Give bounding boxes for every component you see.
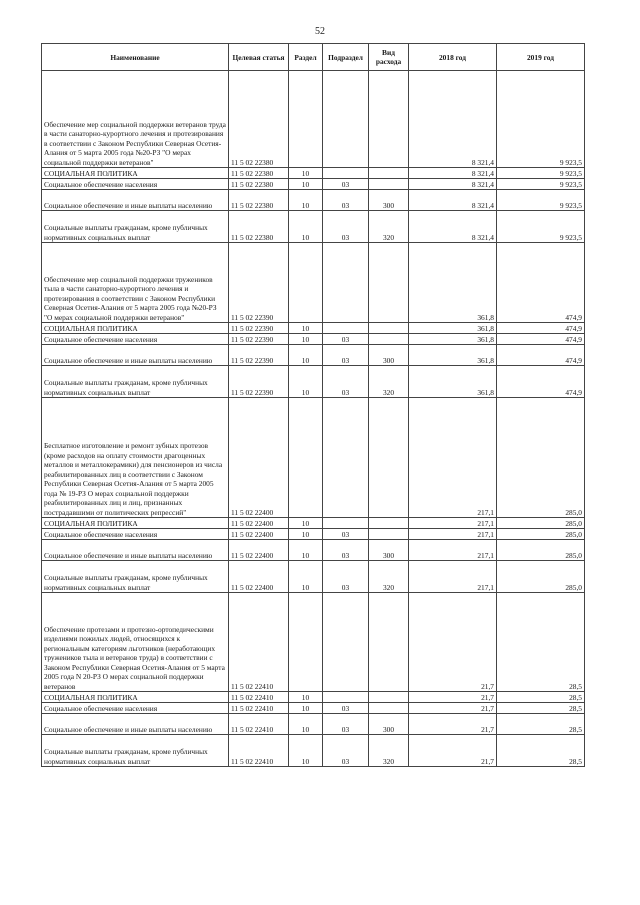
table-row <box>42 518 585 529</box>
cell-subsection <box>323 323 369 334</box>
table-row <box>42 561 585 593</box>
table-body <box>42 71 585 767</box>
cell-subsection <box>323 168 369 179</box>
cell-expense-type <box>369 518 409 529</box>
header-section: Раздел <box>289 44 323 71</box>
cell-section: 10 <box>289 345 323 366</box>
cell-target: 11 5 02 22400 <box>229 529 289 540</box>
table-row <box>42 190 585 211</box>
cell-2018: 361,8 <box>409 323 497 334</box>
cell-section: 10 <box>289 703 323 714</box>
cell-section: 10 <box>289 735 323 767</box>
cell-section: 10 <box>289 211 323 243</box>
cell-section: 10 <box>289 168 323 179</box>
cell-2018: 21,7 <box>409 714 497 735</box>
cell-subsection <box>323 71 369 168</box>
cell-expense-type <box>369 323 409 334</box>
cell-expense-type <box>369 692 409 703</box>
cell-subsection <box>323 243 369 323</box>
cell-subsection: 03 <box>323 190 369 211</box>
cell-section: 10 <box>289 366 323 398</box>
cell-expense-type <box>369 243 409 323</box>
cell-section: 10 <box>289 714 323 735</box>
cell-target: 11 5 02 22400 <box>229 518 289 529</box>
table-row <box>42 211 585 243</box>
cell-2018: 217,1 <box>409 518 497 529</box>
cell-subsection: 03 <box>323 334 369 345</box>
header-expense-type: Вид расхода <box>369 44 409 71</box>
cell-2018: 8 321,4 <box>409 168 497 179</box>
cell-2019: 28,5 <box>497 692 585 703</box>
cell-2018: 21,7 <box>409 735 497 767</box>
cell-section <box>289 398 323 518</box>
cell-target: 11 5 02 22390 <box>229 345 289 366</box>
cell-subsection: 03 <box>323 735 369 767</box>
header-2018: 2018 год <box>409 44 497 71</box>
cell-2019: 474,9 <box>497 323 585 334</box>
cell-target: 11 5 02 22410 <box>229 714 289 735</box>
cell-name: Социальные выплаты гражданам, кроме публичных нормативных социальных выплат <box>42 366 229 398</box>
cell-target: 11 5 02 22380 <box>229 168 289 179</box>
cell-expense-type <box>369 179 409 190</box>
cell-name: СОЦИАЛЬНАЯ ПОЛИТИКА <box>42 168 229 179</box>
cell-name: СОЦИАЛЬНАЯ ПОЛИТИКА <box>42 692 229 703</box>
cell-2018: 8 321,4 <box>409 71 497 168</box>
cell-target: 11 5 02 22410 <box>229 703 289 714</box>
cell-2019: 9 923,5 <box>497 179 585 190</box>
cell-target: 11 5 02 22380 <box>229 190 289 211</box>
cell-target: 11 5 02 22410 <box>229 593 289 692</box>
cell-section: 10 <box>289 334 323 345</box>
cell-2019: 474,9 <box>497 345 585 366</box>
cell-name: Обеспечение протезами и протезно-ортопедическими изделиями пожилых людей, относящихся к региональным категориям льготников (неработающих тружеников тыла и ветеранов труда) в соответствии с Законом Республики Северная Осетия-Алания от 5 марта 2005 года N 20-РЗ О мерах социальной поддержки ветеранов <box>42 593 229 692</box>
cell-section: 10 <box>289 518 323 529</box>
cell-subsection: 03 <box>323 179 369 190</box>
cell-section: 10 <box>289 692 323 703</box>
table-row <box>42 735 585 767</box>
cell-2018: 8 321,4 <box>409 211 497 243</box>
cell-2018: 217,1 <box>409 529 497 540</box>
cell-2019: 474,9 <box>497 366 585 398</box>
cell-2019: 9 923,5 <box>497 168 585 179</box>
cell-expense-type: 300 <box>369 190 409 211</box>
cell-subsection <box>323 692 369 703</box>
cell-2018: 361,8 <box>409 334 497 345</box>
cell-subsection <box>323 593 369 692</box>
cell-name: Обеспечение мер социальной поддержки тружеников тыла в части санаторно-курортного лечения и протезирования в соответствии с Законом Республики Северная Осетия-Алания от 5 марта 2005 года №20-РЗ "О мерах социальной поддержки ветеранов" <box>42 243 229 323</box>
cell-2019: 285,0 <box>497 561 585 593</box>
table-row <box>42 71 585 168</box>
cell-expense-type: 300 <box>369 345 409 366</box>
table-row <box>42 529 585 540</box>
cell-subsection: 03 <box>323 561 369 593</box>
cell-target: 11 5 02 22380 <box>229 211 289 243</box>
table-row <box>42 168 585 179</box>
cell-subsection: 03 <box>323 714 369 735</box>
cell-name: Социальное обеспечение населения <box>42 334 229 345</box>
cell-2019: 28,5 <box>497 703 585 714</box>
cell-expense-type: 300 <box>369 714 409 735</box>
cell-2019: 285,0 <box>497 518 585 529</box>
cell-name: Социальное обеспечение населения <box>42 703 229 714</box>
header-subsection: Подраздел <box>323 44 369 71</box>
cell-expense-type: 320 <box>369 211 409 243</box>
cell-2019: 28,5 <box>497 593 585 692</box>
cell-section: 10 <box>289 540 323 561</box>
cell-2018: 361,8 <box>409 366 497 398</box>
cell-name: Социальное обеспечение и иные выплаты населению <box>42 714 229 735</box>
cell-section <box>289 71 323 168</box>
cell-target: 11 5 02 22400 <box>229 398 289 518</box>
cell-2019: 474,9 <box>497 334 585 345</box>
cell-section: 10 <box>289 190 323 211</box>
cell-2018: 21,7 <box>409 593 497 692</box>
cell-name: Обеспечение мер социальной поддержки ветеранов труда в части санаторно-курортного лечения и протезирования в соответствии с Законом Республики Северная Осетия-Алания от 5 марта 2005 года №20-РЗ "О мерах социальной поддержки ветеранов" <box>42 71 229 168</box>
cell-expense-type <box>369 529 409 540</box>
header-2019: 2019 год <box>497 44 585 71</box>
cell-name: СОЦИАЛЬНАЯ ПОЛИТИКА <box>42 518 229 529</box>
cell-expense-type <box>369 703 409 714</box>
cell-2019: 9 923,5 <box>497 211 585 243</box>
cell-expense-type: 320 <box>369 561 409 593</box>
cell-name: Бесплатное изготовление и ремонт зубных протезов (кроме расходов на оплату стоимости драгоценных металлов и металлокерамики) для пенсионеров из числа реабилитированных лиц в соответствии с Законом Республики Северная Осетия-Алания от 5 марта 2005 года № 19-РЗ О мерах социальной поддержки реабилитированных лиц и лиц, признанных пострадавшими от политических репрессий" <box>42 398 229 518</box>
cell-2018: 8 321,4 <box>409 190 497 211</box>
cell-name: Социальные выплаты гражданам, кроме публичных нормативных социальных выплат <box>42 735 229 767</box>
cell-subsection <box>323 518 369 529</box>
cell-expense-type: 300 <box>369 540 409 561</box>
cell-section: 10 <box>289 323 323 334</box>
page-number: 52 <box>315 26 325 37</box>
cell-expense-type <box>369 398 409 518</box>
cell-target: 11 5 02 22390 <box>229 334 289 345</box>
cell-2018: 217,1 <box>409 398 497 518</box>
table-row <box>42 323 585 334</box>
table-row <box>42 692 585 703</box>
cell-target: 11 5 02 22400 <box>229 540 289 561</box>
table-row <box>42 243 585 323</box>
cell-subsection: 03 <box>323 540 369 561</box>
cell-subsection: 03 <box>323 211 369 243</box>
cell-target: 11 5 02 22410 <box>229 692 289 703</box>
cell-section: 10 <box>289 529 323 540</box>
cell-2019: 9 923,5 <box>497 71 585 168</box>
cell-2018: 8 321,4 <box>409 179 497 190</box>
cell-target: 11 5 02 22380 <box>229 71 289 168</box>
table-row <box>42 540 585 561</box>
table-row <box>42 714 585 735</box>
cell-2018: 361,8 <box>409 243 497 323</box>
cell-2019: 9 923,5 <box>497 190 585 211</box>
cell-name: Социальное обеспечение и иные выплаты населению <box>42 345 229 366</box>
budget-table <box>41 43 585 767</box>
table-row <box>42 703 585 714</box>
cell-target: 11 5 02 22390 <box>229 243 289 323</box>
cell-target: 11 5 02 22390 <box>229 366 289 398</box>
header-target: Целевая статья <box>229 44 289 71</box>
cell-name: СОЦИАЛЬНАЯ ПОЛИТИКА <box>42 323 229 334</box>
table-row <box>42 345 585 366</box>
cell-2018: 217,1 <box>409 561 497 593</box>
cell-subsection: 03 <box>323 529 369 540</box>
cell-2019: 474,9 <box>497 243 585 323</box>
table-row <box>42 179 585 190</box>
cell-target: 11 5 02 22410 <box>229 735 289 767</box>
cell-expense-type: 320 <box>369 735 409 767</box>
cell-name: Социальное обеспечение и иные выплаты населению <box>42 540 229 561</box>
cell-expense-type: 320 <box>369 366 409 398</box>
cell-2018: 21,7 <box>409 692 497 703</box>
cell-target: 11 5 02 22390 <box>229 323 289 334</box>
cell-subsection: 03 <box>323 345 369 366</box>
cell-expense-type <box>369 334 409 345</box>
cell-target: 11 5 02 22380 <box>229 179 289 190</box>
table-row <box>42 366 585 398</box>
cell-subsection: 03 <box>323 703 369 714</box>
cell-expense-type <box>369 71 409 168</box>
cell-name: Социальное обеспечение населения <box>42 529 229 540</box>
cell-section: 10 <box>289 561 323 593</box>
cell-2018: 21,7 <box>409 703 497 714</box>
cell-subsection: 03 <box>323 366 369 398</box>
table-row <box>42 334 585 345</box>
cell-2018: 361,8 <box>409 345 497 366</box>
table-row <box>42 398 585 518</box>
cell-expense-type <box>369 168 409 179</box>
cell-2018: 217,1 <box>409 540 497 561</box>
cell-subsection <box>323 398 369 518</box>
cell-2019: 285,0 <box>497 529 585 540</box>
cell-name: Социальные выплаты гражданам, кроме публичных нормативных социальных выплат <box>42 211 229 243</box>
cell-name: Социальное обеспечение населения <box>42 179 229 190</box>
table-row <box>42 593 585 692</box>
cell-2019: 28,5 <box>497 714 585 735</box>
cell-section: 10 <box>289 179 323 190</box>
cell-target: 11 5 02 22400 <box>229 561 289 593</box>
cell-name: Социальное обеспечение и иные выплаты населению <box>42 190 229 211</box>
cell-2019: 285,0 <box>497 398 585 518</box>
cell-2019: 285,0 <box>497 540 585 561</box>
cell-section <box>289 593 323 692</box>
cell-expense-type <box>369 593 409 692</box>
cell-name: Социальные выплаты гражданам, кроме публичных нормативных социальных выплат <box>42 561 229 593</box>
table-header-row <box>42 44 585 71</box>
header-name: Наименование <box>42 44 229 71</box>
cell-section <box>289 243 323 323</box>
cell-2019: 28,5 <box>497 735 585 767</box>
